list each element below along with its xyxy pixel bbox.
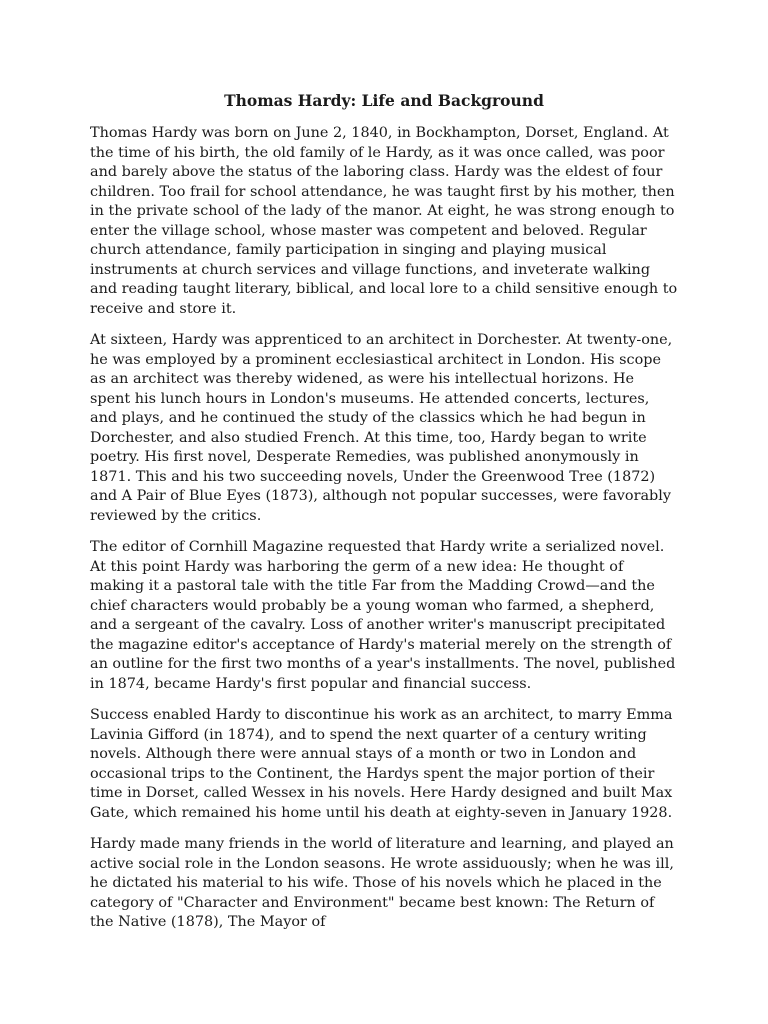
paragraph-friends-literature: Hardy made many friends in the world of literature and learning, and played an active social role in the London seasons. He wrote assiduously; when he was ill, he dictated his material to his wife. Those of his novels which he placed in the category of "Character and Environment" became best known: The Return of the Native (1878), The Mayor of — [90, 836, 674, 930]
document-title: Thomas Hardy: Life and Background — [224, 91, 544, 110]
paragraph-architect-years: At sixteen, Hardy was apprenticed to an architect in Dorchester. At twenty-one, he was employed by a prominent ecclesiastical architect in London. His scope as an architect was thereby widened, as were his intellectual horizons. He spent his lunch hours in London's museums. He attended concerts, lectures, and plays, and he continued the study of the classics which he had begun in Dorchester, and also studied French. At this time, too, Hardy began to write poetry. His first novel, Desperate Remedies, was published anonymously in 1871. This and his two succeeding novels, Under the Greenwood Tree (1872) and A Pair of Blue Eyes (1873), although not popular successes, were favorably reviewed by the critics. — [90, 332, 673, 524]
paragraph-cornhill-magazine: The editor of Cornhill Magazine requested that Hardy write a serialized novel. At this point Hardy was harboring the germ of a new idea: He thought of making it a pastoral tale with the title Far from the Madding Crowd—and the chief characters would probably be a young woman who farmed, a shepherd, and a sergeant of the cavalry. Loss of another writer's manuscript precipitated the magazine editor's acceptance of Hardy's material merely on the strength of an outline for the first two months of a year's installments. The novel, published in 1874, became Hardy's first popular and financial success. — [90, 539, 676, 692]
document-page — [90, 90, 678, 945]
paragraph-success-marriage: Success enabled Hardy to discontinue his work as an architect, to marry Emma Lavinia Gifford (in 1874), and to spend the next quarter of a century writing novels. Although there were annual stays of a month or two in London and occasional trips to the Continent, the Hardys spent the major portion of their time in Dorset, called Wessex in his novels. Here Hardy designed and built Max Gate, which remained his home until his death at eighty-seven in January 1928. — [90, 707, 673, 821]
paragraph-early-life: Thomas Hardy was born on June 2, 1840, in Bockhampton, Dorset, England. At the time of his birth, the old family of le Hardy, as it was once called, was poor and barely above the status of the laboring class. Hardy was the eldest of four children. Too frail for school attendance, he was taught first by his mother, then in the private school of the lady of the manor. At eight, he was strong enough to enter the village school, whose master was competent and beloved. Regular church attendance, family participation in singing and playing musical instruments at church services and village functions, and inveterate walking and reading taught literary, biblical, and local lore to a child sensitive enough to receive and store it. — [90, 125, 678, 317]
